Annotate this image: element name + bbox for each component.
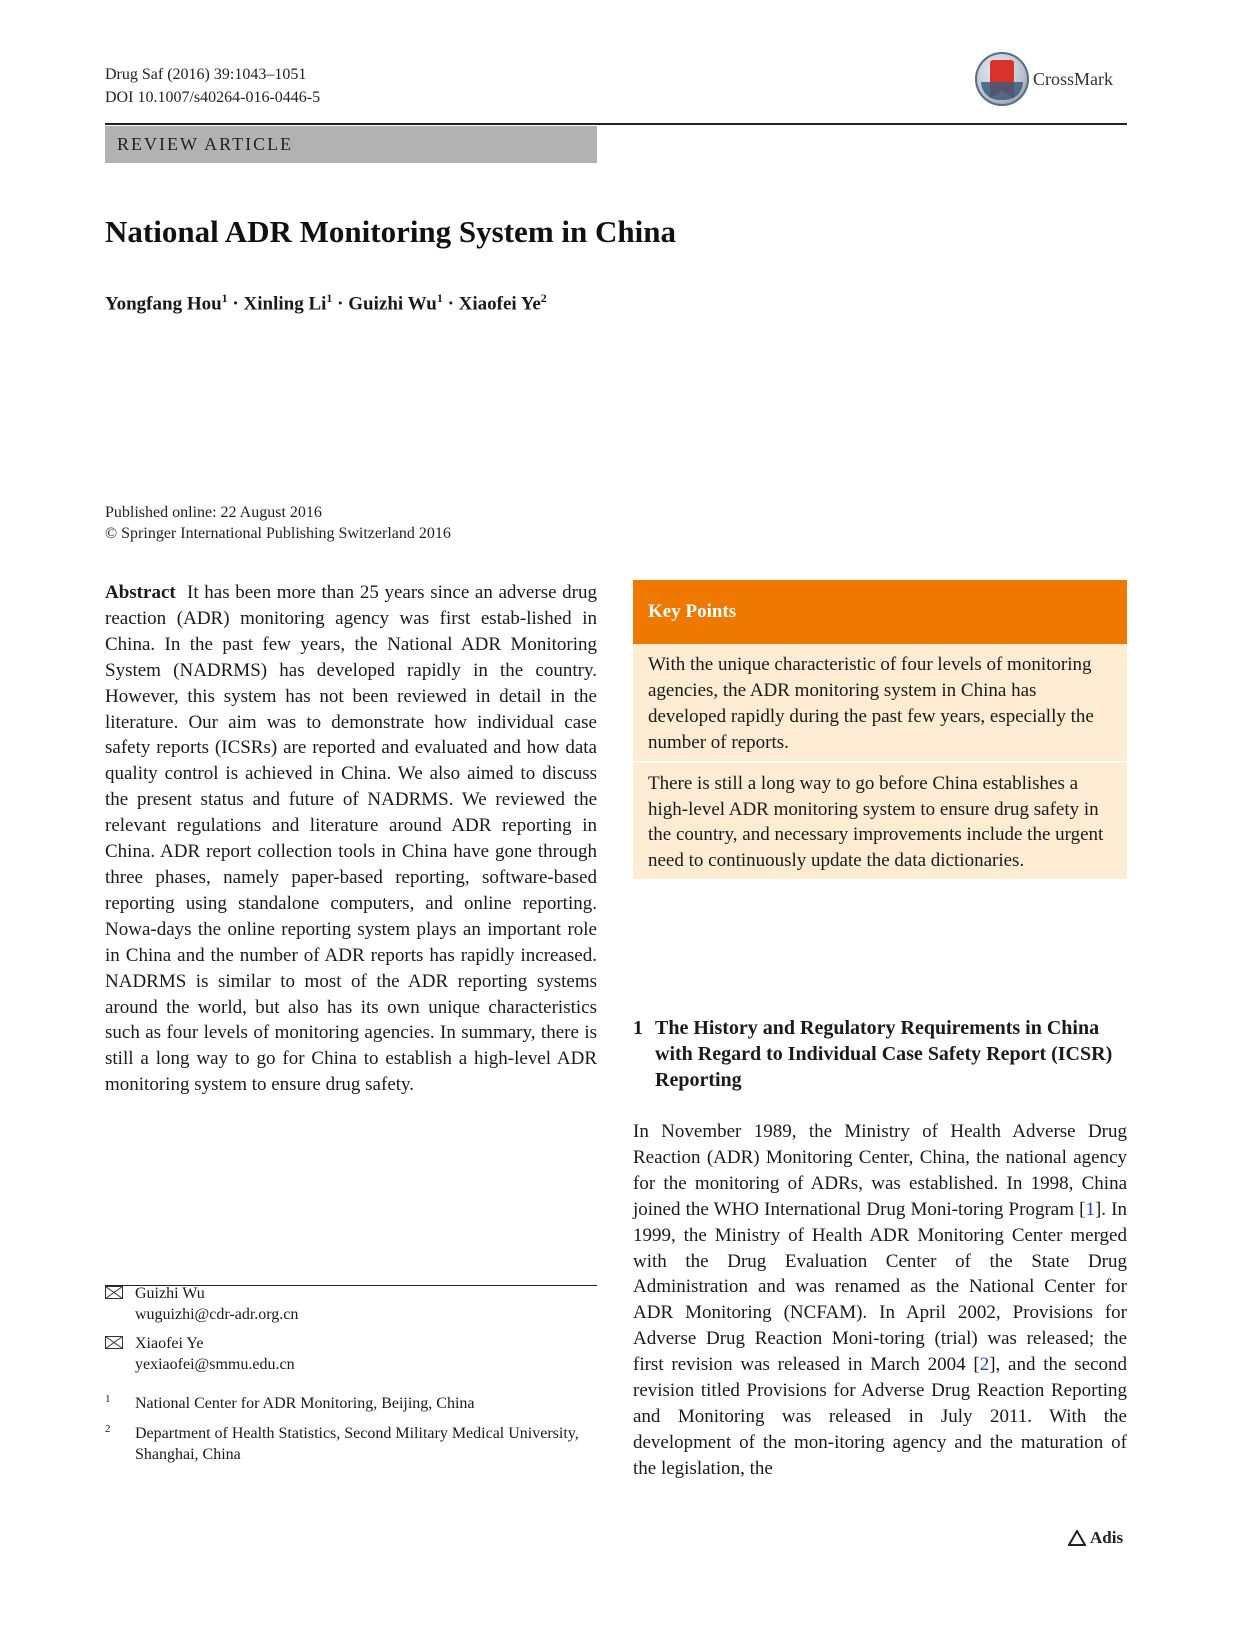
author-name[interactable]: Xiaofei Ye	[458, 293, 541, 315]
body-text: ], and the second revision titled Provisions for Adverse Drug Reaction Reporting and Monitoring was released in July 2011. With the development of the mon-itoring agency and the maturation of the legislation, the	[633, 1354, 1128, 1479]
author-affiliation-mark: 2	[540, 291, 547, 305]
correspondence-entry	[105, 1333, 597, 1375]
envelope-icon	[105, 1336, 123, 1349]
affiliation	[105, 1393, 597, 1414]
section-number: 1	[633, 1017, 643, 1039]
doi[interactable]: DOI 10.1007/s40264-016-0446-5	[105, 89, 321, 106]
author-name[interactable]: Xinling Li	[243, 293, 327, 315]
key-point-item: With the unique characteristic of four levels of monitoring agencies, the ADR monitoring system in China has developed rapidly during the past few years, especially the number of reports.	[648, 654, 1094, 753]
key-point-item: There is still a long way to go before China establishes a high-level ADR monitoring system to ensure drug safety in the country, and necessary improvements include the urgent need to continuously update the data dictionaries.	[648, 772, 1104, 872]
article-type-label: REVIEW ARTICLE	[105, 126, 597, 163]
affiliation-text: Department of Health Statistics, Second Military Medical University, Shanghai, China	[135, 1425, 579, 1463]
body-text: ]. In 1999, the Ministry of Health ADR Monitoring Center merged with the Drug Evaluation Center of the State Drug Administration and was renamed as the National Center for ADR Monitoring (NCFAM). In April 2002, Provisions for Adverse Drug Reaction Moni-toring (trial) was released; the first revision was released in March 2004 [	[633, 1198, 1128, 1376]
key-points-body	[633, 644, 1127, 879]
adis-triangle-icon	[1068, 1530, 1086, 1546]
author-affiliation-mark: 1	[436, 291, 443, 305]
abstract-label: Abstract	[105, 582, 176, 603]
section-body	[633, 1119, 1127, 1482]
crossmark-label: CrossMark	[1033, 68, 1113, 89]
body-text: In November 1989, the Ministry of Health Adverse Drug Reaction (ADR) Monitoring Center, China, the national agency for the monitoring of ADRs, was established. In 1998, China joined the WHO International Drug Moni-toring Program [	[633, 1121, 1127, 1220]
correspondence-entry	[105, 1283, 597, 1325]
key-points-box	[633, 580, 1127, 879]
envelope-icon	[105, 1286, 123, 1299]
author-separator: ·	[447, 293, 454, 315]
article-title: National ADR Monitoring System in China	[105, 214, 676, 249]
affiliation-number: 1	[105, 1393, 111, 1405]
correspondent-email[interactable]: yexiaofei@smmu.edu.cn	[135, 1356, 295, 1373]
publisher-name: Adis	[1090, 1528, 1124, 1547]
affiliation-text: National Center for ADR Monitoring, Beijing, China	[135, 1395, 475, 1412]
abstract-text: It has been more than 25 years since an adverse drug reaction (ADR) monitoring agency was first estab-lished in China. In the past few years, the National ADR Monitoring System (NADRMS) has developed rapidly in the country. However, this system has not been reviewed in detail in the literature. Our aim was to demonstrate how individual case safety reports (ICSRs) are reported and evaluated and how data quality control is achieved in China. We also aimed to discuss the present status and future of NADRMS. We reviewed the relevant regulations and literature around ADR reporting in China. ADR report collection tools in China have gone through three phases, namely paper-based reporting, software-based reporting using standalone computers, and online reporting. Nowa-days the online reporting system plays an important role in China and the number of ADR reports has rapidly increased. NADRMS is similar to most of the ADR reporting systems around the world, but also has its own unique characteristics such as four levels of monitoring agencies. In summary, there is still a long way to go for China to establish a high-level ADR monitoring system to ensure drug safety.	[105, 582, 597, 1096]
crossmark-icon	[975, 52, 1029, 106]
citation-link[interactable]: 2	[979, 1354, 990, 1376]
key-points-heading: Key Points	[633, 580, 1127, 644]
journal-citation: Drug Saf (2016) 39:1043–1051	[105, 66, 307, 83]
publication-info	[105, 502, 451, 544]
correspondent-name: Xiaofei Ye	[135, 1335, 204, 1352]
citation-link[interactable]: 1	[1085, 1198, 1095, 1220]
author-affiliation-mark: 1	[326, 291, 333, 305]
author-separator: ·	[337, 293, 344, 315]
abstract	[105, 580, 597, 1098]
correspondent-name: Guizhi Wu	[135, 1285, 205, 1302]
publisher-logo	[1068, 1528, 1123, 1548]
author-separator: ·	[232, 293, 239, 315]
header-rule	[105, 123, 1127, 125]
author-name[interactable]: Guizhi Wu	[348, 293, 437, 315]
author-name[interactable]: Yongfang Hou	[105, 293, 222, 315]
correspondent-email[interactable]: wuguizhi@cdr-adr.org.cn	[135, 1306, 299, 1323]
affiliation-number: 2	[105, 1423, 111, 1435]
section-title: The History and Regulatory Requirements in China with Regard to Individual Case Safety Report (ICSR) Reporting	[655, 1017, 1113, 1091]
author-list	[105, 285, 547, 317]
copyright: © Springer International Publishing Switzerland 2016	[105, 525, 451, 542]
author-affiliation-mark: 1	[221, 291, 228, 305]
crossmark-badge[interactable]	[975, 48, 1127, 110]
affiliation	[105, 1423, 597, 1465]
published-date: Published online: 22 August 2016	[105, 504, 322, 521]
